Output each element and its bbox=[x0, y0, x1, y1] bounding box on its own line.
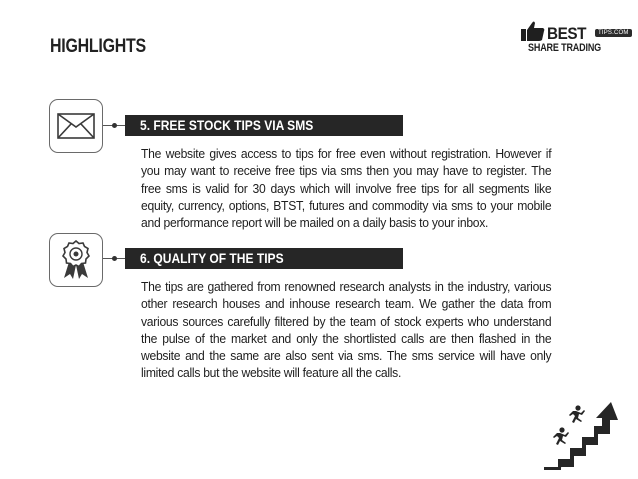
award-ribbon-icon bbox=[59, 240, 93, 280]
section-5-title-bar bbox=[125, 115, 403, 136]
section-5-connector-dot bbox=[112, 123, 117, 128]
page-title: HIGHLIGHTS bbox=[50, 36, 146, 57]
logo-share-trading-text: SHARE TRADING bbox=[528, 42, 602, 54]
thumbs-up-icon bbox=[520, 20, 546, 42]
envelope-icon bbox=[57, 113, 95, 139]
section-6-connector-dot bbox=[112, 256, 117, 261]
runner-icon-2 bbox=[569, 405, 585, 423]
section-6-title: 6. QUALITY OF THE TIPS bbox=[140, 250, 284, 266]
section-6-body: The tips are gathered from renowned research analysts in the industry, various other research houses and inhouse research team. We gather the data from various sources carefully filtered by the team of stock experts who understand the pulse of the market and only the shortlisted calls are then flashed in the website and the same are also sent via sms. The sms service will have only limited calls but the website will feature all the calls. bbox=[141, 279, 552, 381]
rising-stairs-arrow-icon bbox=[540, 396, 620, 472]
logo-tips-badge: TIPS.COM bbox=[595, 29, 632, 37]
logo-best-text: BEST bbox=[547, 24, 587, 43]
section-6-title-bar bbox=[125, 248, 403, 269]
section-5-title: 5. FREE STOCK TIPS VIA SMS bbox=[140, 117, 314, 133]
brand-logo[interactable] bbox=[520, 20, 628, 58]
section-5-body: The website gives access to tips for free even without registration. However if you may want to receive free tips via sms then you may have to register. The free sms is valid for 30 days which will involve free tips for all segments like equity, currency, options, BTST, futures and commodity via sms to your mobile and performance report will be mailed on a daily basis to your inbox. bbox=[141, 146, 552, 231]
runner-icon-1 bbox=[553, 427, 569, 445]
section-6-icon-box bbox=[49, 233, 103, 287]
section-5-icon-box bbox=[49, 99, 103, 153]
